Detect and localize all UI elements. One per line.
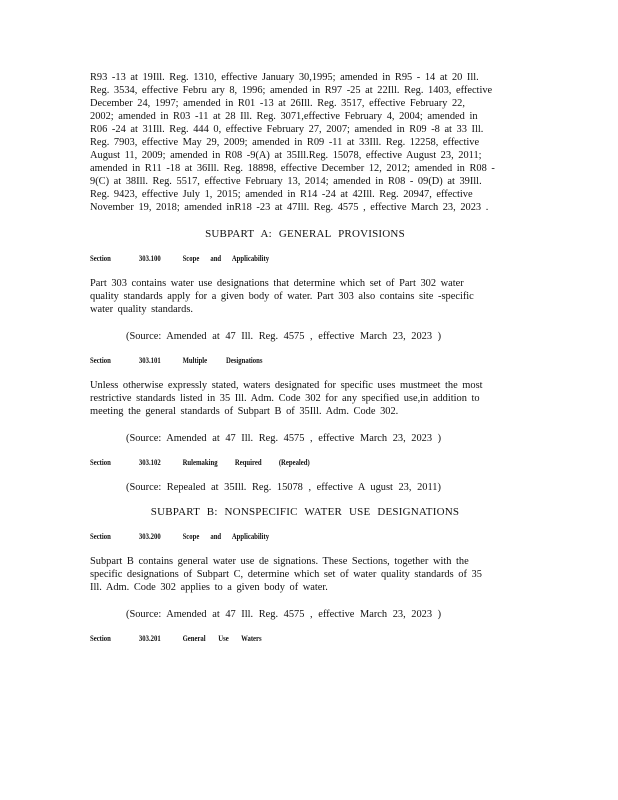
paragraph-line: water quality standards. <box>90 303 193 315</box>
paragraph-line: Unless otherwise expressly stated, waters designated for specific uses mustmeet the most <box>90 379 483 391</box>
section-303-100-text <box>90 277 520 316</box>
paragraph-line: Subpart B contains general water use de signations. These Sections, together with the <box>90 555 469 567</box>
section-number: 303.100 <box>138 252 161 263</box>
history-line: December 24, 1997; amended in R01 -13 at 26Ill. Reg. 3517, effective February 22, <box>90 98 465 110</box>
section-title: General Use Waters <box>182 632 262 643</box>
history-line: November 19, 2018; amended inR18 -23 at 47Ill. Reg. 4575 , effective March 23, 2023 . <box>90 202 489 214</box>
subpart-a-heading: SUBPART A: GENERAL PROVISIONS <box>205 227 405 240</box>
amendment-history <box>90 71 520 215</box>
section-303-102-heading <box>90 457 425 467</box>
section-number: 303.102 <box>138 456 161 467</box>
section-word: Section <box>90 632 111 643</box>
section-word: Section <box>90 354 111 365</box>
section-303-101-text <box>90 379 520 418</box>
section-number: 303.200 <box>138 530 161 541</box>
history-line: August 11, 2009; amended in R08 -9(A) at 35Ill.Reg. 15078, effective August 23, 2011; <box>90 150 482 162</box>
history-line: Reg. 3534, effective Febru ary 8, 1996; amended in R97 -25 at 22Ill. Reg. 1403, effective <box>90 85 493 97</box>
section-number: 303.201 <box>138 632 161 643</box>
history-line: Reg. 9423, effective July 1, 2015; amended in R14 -24 at 42Ill. Reg. 20947, effective <box>90 189 473 201</box>
section-title: Multiple Designations <box>182 354 263 365</box>
paragraph-line: specific designations of Subpart C, determine which set of water quality standards of 35 <box>90 568 482 580</box>
section-word: Section <box>90 252 111 263</box>
section-303-201-heading <box>90 633 425 643</box>
section-303-200-text <box>90 555 520 594</box>
paragraph-line: restrictive standards listed in 35 Ill. Adm. Code 302 for any specified use,in addition to <box>90 392 480 404</box>
subpart-b-heading: SUBPART B: NONSPECIFIC WATER USE DESIGNATIONS <box>150 505 460 518</box>
section-word: Section <box>90 456 111 467</box>
section-number: 303.101 <box>138 354 161 365</box>
history-line: Reg. 7903, effective May 29, 2009; amended in R09 -11 at 33Ill. Reg. 12258, effective <box>90 137 480 149</box>
history-line: R06 -24 at 31Ill. Reg. 444 0, effective February 27, 2007; amended in R09 -8 at 33 Ill. <box>90 124 484 136</box>
section-word: Section <box>90 530 111 541</box>
section-303-101-heading <box>90 355 425 365</box>
paragraph-line: meeting the general standards of Subpart B of 35Ill. Adm. Code 302. <box>90 405 399 417</box>
history-line: R93 -13 at 19Ill. Reg. 1310, effective January 30,1995; amended in R95 - 14 at 20 Ill. <box>90 72 479 83</box>
section-303-100-heading <box>90 253 425 263</box>
history-line: 2002; amended in R03 -11 at 28 Ill. Reg. 3071,effective February 4, 2004; amended in <box>90 111 478 123</box>
section-303-200-heading <box>90 531 425 541</box>
history-line: 9(C) at 38Ill. Reg. 5517, effective February 13, 2014; amended in R08 - 09(D) at 39Ill. <box>90 176 482 188</box>
section-title: Rulemaking Required (Repealed) <box>182 456 310 467</box>
section-title: Scope and Applicability <box>182 530 270 541</box>
paragraph-line: Ill. Adm. Code 302 applies to a given body of water. <box>90 581 328 593</box>
source-note: (Source: Repealed at 35Ill. Reg. 15078 , effective A ugust 23, 2011) <box>126 481 441 493</box>
source-note: (Source: Amended at 47 Ill. Reg. 4575 , effective March 23, 2023 ) <box>126 330 442 342</box>
source-note: (Source: Amended at 47 Ill. Reg. 4575 , effective March 23, 2023 ) <box>126 432 442 444</box>
paragraph-line: quality standards apply for a given body of water. Part 303 also contains site -specific <box>90 290 474 302</box>
document-page <box>90 71 520 643</box>
source-note: (Source: Amended at 47 Ill. Reg. 4575 , effective March 23, 2023 ) <box>126 608 442 620</box>
history-line: amended in R11 -18 at 36Ill. Reg. 18898, effective December 12, 2012; amended in R08 - <box>90 163 495 175</box>
section-title: Scope and Applicability <box>182 252 270 263</box>
paragraph-line: Part 303 contains water use designations that determine which set of Part 302 water <box>90 277 464 289</box>
